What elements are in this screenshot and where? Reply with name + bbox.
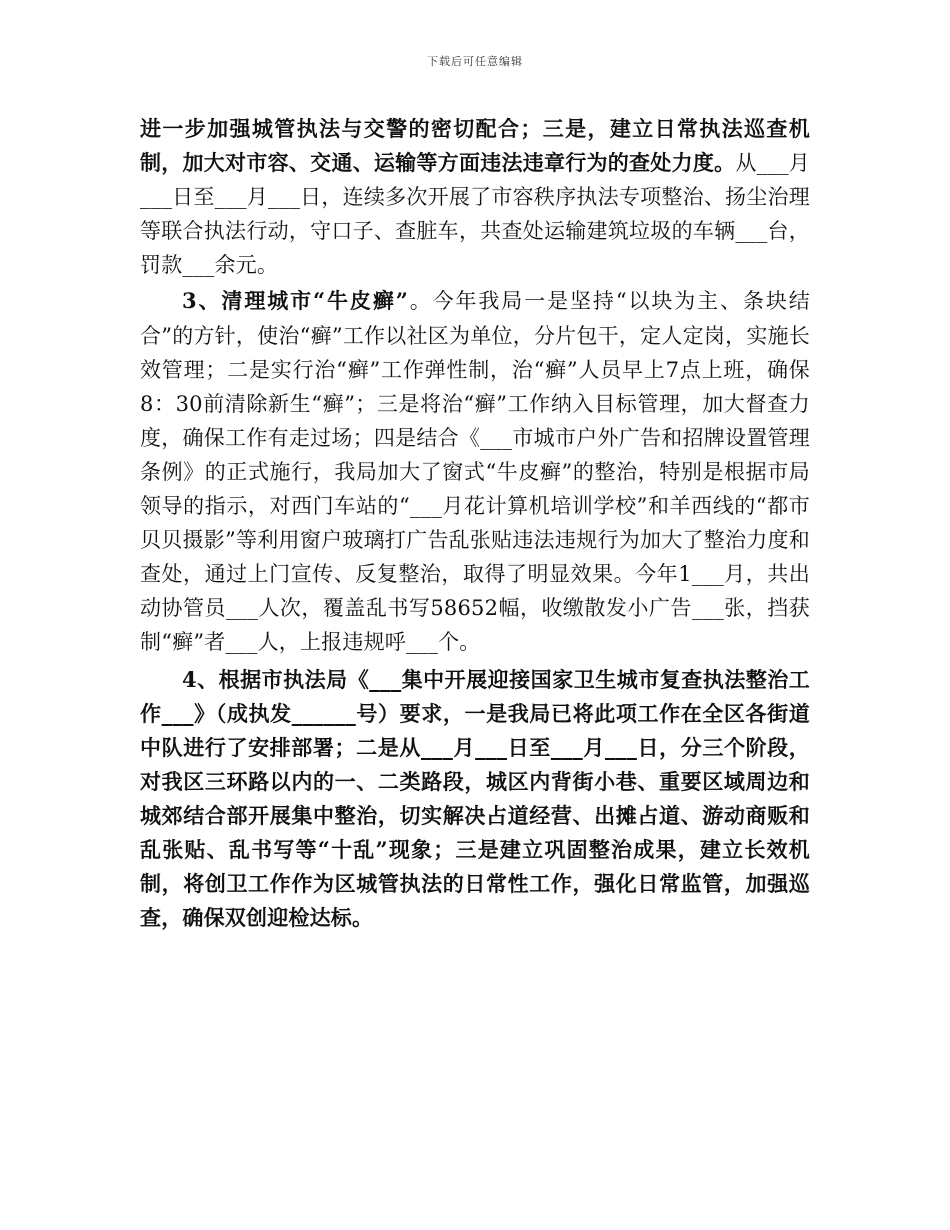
paragraph-normal-text: 从___月___日至___月___日，连续多次开展了市容秩序执法专项整治、扬尘治理等联合执法行动，守口子、查脏车，共查处运输建筑垃圾的车辆___台，罚款___余元。 [140,151,811,278]
paragraph-3-body: 。今年我局一是坚持“以块为主、条块结合”的方针，使治“癣”工作以社区为单位，分片包干，定人定岗，实施长效管理；二是实行治“癣”工作弹性制，治“癣”人员早上7点上班，确保8：30前清除新生“癣”；三是将治“癣”工作纳入目标管理，加大督查力度，确保工作有走过场；四是结合《___市城市户外广告和招牌设置管理条例》的正式施行，我局加大了窗式“牛皮癣”的整治，特别是根据市局领导的指示，对西门车站的“___月花计算机培训学校”和羊西线的“都市贝贝摄影”等利用窗户玻璃打广告乱张贴违法违规行为加大了整治力度和查处，通过上门宣传、反复整治，取得了明显效果。今年1___月，共出动协管员___人次，覆盖乱书写58652幅，收缴散发小广告___张，挡获制“癣”者___人，上报违规呼___个。 [140,289,810,655]
paragraph-3 [140,284,810,659]
page-header: 下载后可任意编辑 [427,55,523,68]
paragraph-bold-text: 进一步加强城管执法与交警的密切配合；三是，建立日常执法巡查机制，加大对市容、交通、运输等方面违法违章行为的查处力度。 [140,116,810,176]
paragraph-continuation [140,112,810,282]
document-body [140,112,810,935]
paragraph-4: 4、根据市执法局《___集中开展迎接国家卫生城市复查执法整治工作___》（成执发______号）要求，一是我局已将此项工作在全区各街道中队进行了安排部署；二是从___月___日至___月___日，分三个阶段，对我区三环路以内的一、二类路段，城区内背街小巷、重要区域周边和城郊结合部开展集中整治，切实解决占道经营、出摊占道、游动商贩和乱张贴、乱书写等“十乱”现象；三是建立巩固整治成果，建立长效机制，将创卫工作作为区城管执法的日常性工作，强化日常监管，加强巡查，确保双创迎检达标。 [140,666,810,931]
paragraph-3-heading: 3、清理城市“牛皮癣” [182,288,408,314]
